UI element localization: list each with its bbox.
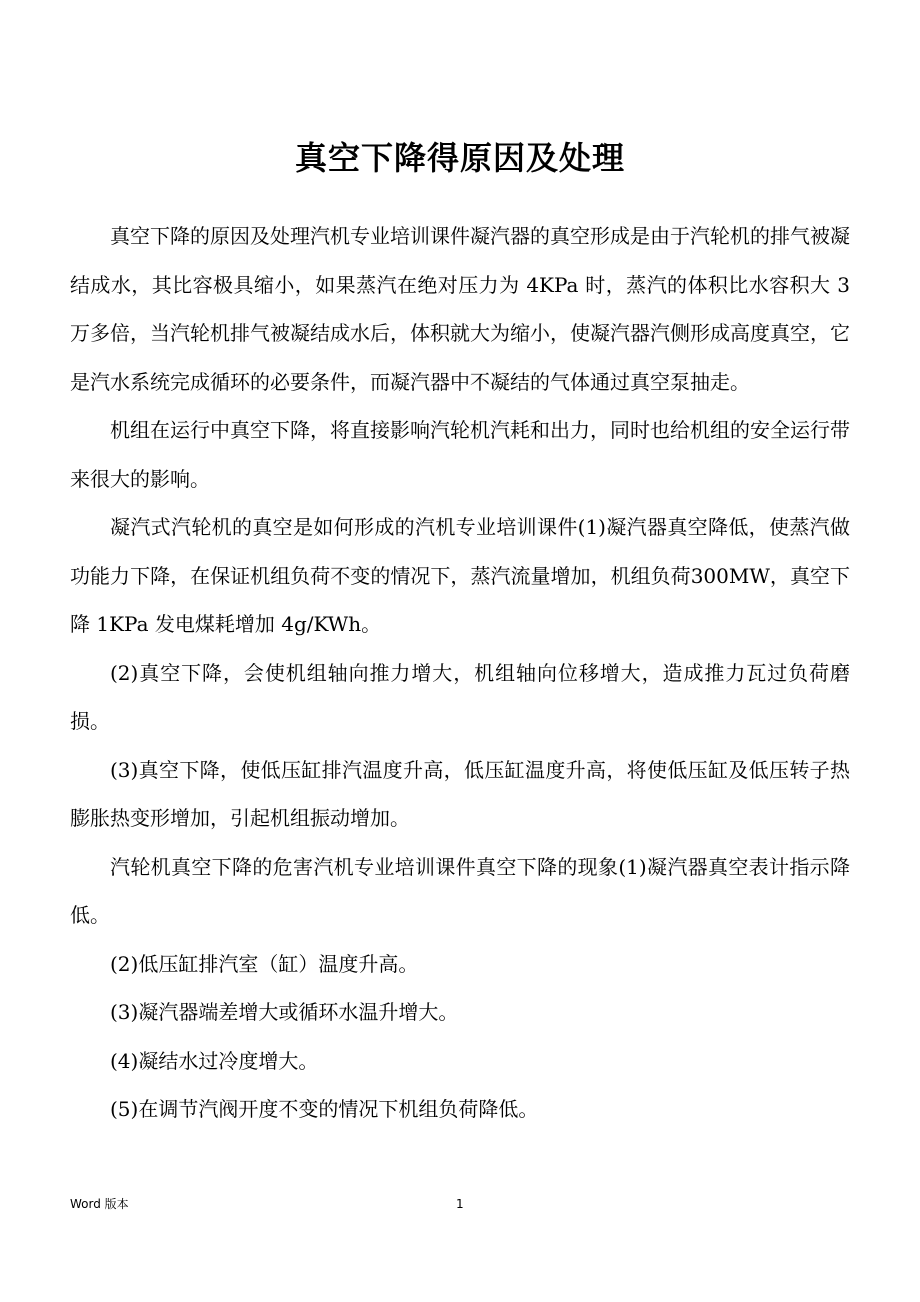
paragraph: (3)凝汽器端差增大或循环水温升增大。 (110, 1000, 459, 1024)
paragraph: (4)凝结水过冷度增大。 (110, 1048, 319, 1073)
paragraph: 凝汽式汽轮机的真空是如何形成的汽机专业培训课件(1)凝汽器真空降低，使蒸汽做功能力下降，在保证机组负荷不变的情况下，蒸汽流量增加，机组负荷300MW，真空下降 1KPa 发电煤耗增加 4g/KWh。 (70, 515, 850, 636)
paragraph: 机组在运行中真空下降，将直接影响汽轮机汽耗和出力，同时也给机组的安全运行带来很大的影响。 (70, 418, 850, 491)
footer-label: Word 版本 (70, 1197, 129, 1211)
paragraph: (2)低压缸排汽室（缸）温度升高。 (110, 951, 419, 976)
document-title: 真空下降得原因及处理 (294, 139, 625, 177)
page-number: 1 (456, 1197, 464, 1211)
paragraph: (5)在调节汽阀开度不变的情况下机组负荷降低。 (110, 1097, 539, 1121)
paragraph: (3)真空下降，使低压缸排汽温度升高，低压缸温度升高，将使低压缸及低压转子热膨胀热变形增加，引起机组振动增加。 (70, 757, 850, 830)
document-body (70, 212, 850, 1134)
paragraph: (2)真空下降，会使机组轴向推力增大，机组轴向位移增大，造成推力瓦过负荷磨损。 (70, 660, 850, 733)
page-footer (70, 1194, 850, 1214)
paragraph: 汽轮机真空下降的危害汽机专业培训课件真空下降的现象(1)凝汽器真空表计指示降低。 (70, 854, 850, 927)
paragraph: 真空下降的原因及处理汽机专业培训课件凝汽器的真空形成是由于汽轮机的排气被凝结成水，其比容极具缩小，如果蒸汽在绝对压力为 4KPa 时，蒸汽的体积比水容积大 3 万多倍，当汽轮机排气被凝结成水后，体积就大为缩小，使凝汽器汽侧形成高度真空，它是汽水系统完成循环的必要条件，而凝汽器中不凝结的气体通过真空泵抽走。 (70, 224, 850, 394)
